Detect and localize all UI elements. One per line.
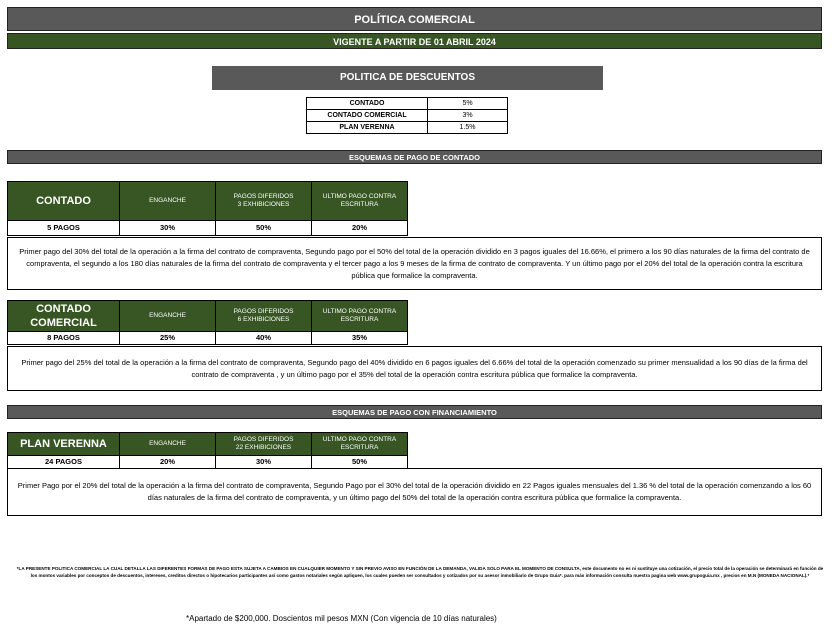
deferred-value: 50% [216,221,312,236]
discount-label: CONTADO [307,98,428,110]
payment-count: 5 PAGOS [8,221,120,236]
final-header-line2: ESCRITURA [340,444,379,451]
down-payment-header: ENGANCHE [120,182,216,221]
discount-policy-title: POLITICA DE DESCUENTOS [212,66,603,90]
deferred-value: 40% [216,332,312,345]
table-row [307,122,508,134]
plan-verenna-table [7,432,408,469]
final-header-line1: ULTIMO PAGO CONTRA [322,436,397,443]
deferred-payments-header [216,301,312,332]
discount-value: 3% [428,110,508,122]
final-header-line1: ULTIMO PAGO CONTRA [322,308,397,315]
plan-contado-comercial-description [7,346,822,391]
down-payment-value: 20% [120,456,216,469]
plan-contado-comercial-table [7,300,408,345]
page-title: POLÍTICA COMERCIAL [7,7,822,31]
financing-schemes-section-bar: ESQUEMAS DE PAGO CON FINANCIAMIENTO [7,405,822,419]
final-payment-value: 50% [312,456,408,469]
discount-label: PLAN VERENNA [307,122,428,134]
deferred-header-line2: 3 EXHIBICIONES [237,201,290,208]
deferred-payments-header [216,433,312,456]
final-payment-header [312,433,408,456]
legal-disclaimer: *LA PRESENTE POLITICA COMERCIAL LA CUAL DETALLA LAS DIFERENTES FORMAS DE PAGO ESTA SUJETA A CAMBIOS EN CUALQUIER MOMENTO Y SIN PREVIO AVISO EN FUNCIÓN DE LA DEMANDA, VALIDA SOLO PARA EL MOMENTO DE CONSULTA, este documento no es ni sustituye una cotización, el precio total de la operación se determinará en función de los montos variables por conceptos de descuentos, intereses, creditos directos o hipotecarios participantes así como gastos notariales según apliquen, los cuales pueden ser consultados y cotizados por su asesor inmobiliario de Grupo Guia*. para más información consulta nuestra pagina web www.grupoguia.mx , precios en M.N (MONEDA NACIONAL).* [16,566,824,578]
final-header-line2: ESCRITURA [340,201,379,208]
down-payment-header: ENGANCHE [120,433,216,456]
deferred-header-line1: PAGOS DIFERIDOS [233,193,294,200]
deferred-value: 30% [216,456,312,469]
plan-verenna-description [7,468,822,516]
plan-name: CONTADO [8,182,120,221]
table-row [307,98,508,110]
down-payment-value: 25% [120,332,216,345]
down-payment-value: 30% [120,221,216,236]
deferred-header-line1: PAGOS DIFERIDOS [233,308,294,315]
deposit-note: *Apartado de $200,000. Doscientos mil pesos MXN (Con vigencia de 10 días naturales) [186,614,497,623]
description-text: Primer Pago por el 20% del total de la operación a la firma del contrato de compraventa, Segundo Pago por el 30% del total de la operación dividido en 22 Pagos iguales mensuales del 1.36 % del total de la operación comenzando a los 60 días naturales de la firma del contrato de compraventa, y un último pago del 50% del total de la operación contra escritura pública que formalice la compraventa. [17,481,812,502]
discount-value: 5% [428,98,508,110]
deferred-header-line2: 22 EXHIBICIONES [235,444,292,451]
effective-date-bar: VIGENTE A PARTIR DE 01 ABRIL 2024 [7,33,822,49]
final-header-line2: ESCRITURA [340,316,379,323]
deferred-payments-header [216,182,312,221]
discount-value: 1.5% [428,122,508,134]
final-payment-header [312,182,408,221]
description-text: Primer pago del 30% del total de la operación a la firma del contrato de compraventa, Segundo pago por el 50% del total de la operación dividido en 3 pagos iguales del 16.66%, el primero a los 90 días naturales de la firma del contrato de compraventa, el segundo a los 180 días naturales de la firma del contrato de compraventa y el tercer pago a los 9 meses de la firma de contrato de compraventa. Y un último pago por el 20% del total de la operación contra la escritura pública que formalice la compraventa. [19,246,810,280]
final-payment-value: 35% [312,332,408,345]
plan-name: PLAN VERENNA [8,433,120,456]
final-payment-value: 20% [312,221,408,236]
description-text: Primer pago del 25% del total de la operación a la firma del contrato de compraventa, Segundo pago del 40% dividido en 6 pagos iguales del 6.66% del total de la operación comenzado su primer mensualidad a los 90 días de la firma del contrato de compraventa , y un último pago por el 35% del total de la operación contra escritura pública que formalice la compraventa. [21,357,808,379]
down-payment-header: ENGANCHE [120,301,216,332]
payment-count: 24 PAGOS [8,456,120,469]
plan-contado-table [7,181,408,236]
discount-label: CONTADO COMERCIAL [307,110,428,122]
table-row [307,110,508,122]
discount-table [306,97,508,134]
final-payment-header [312,301,408,332]
plan-name: CONTADO COMERCIAL [8,301,120,332]
payment-count: 8 PAGOS [8,332,120,345]
plan-contado-description [7,237,822,290]
deferred-header-line1: PAGOS DIFERIDOS [233,436,294,443]
final-header-line1: ULTIMO PAGO CONTRA [322,193,397,200]
deferred-header-line2: 6 EXHIBICIONES [237,316,290,323]
cash-schemes-section-bar: ESQUEMAS DE PAGO DE CONTADO [7,150,822,164]
